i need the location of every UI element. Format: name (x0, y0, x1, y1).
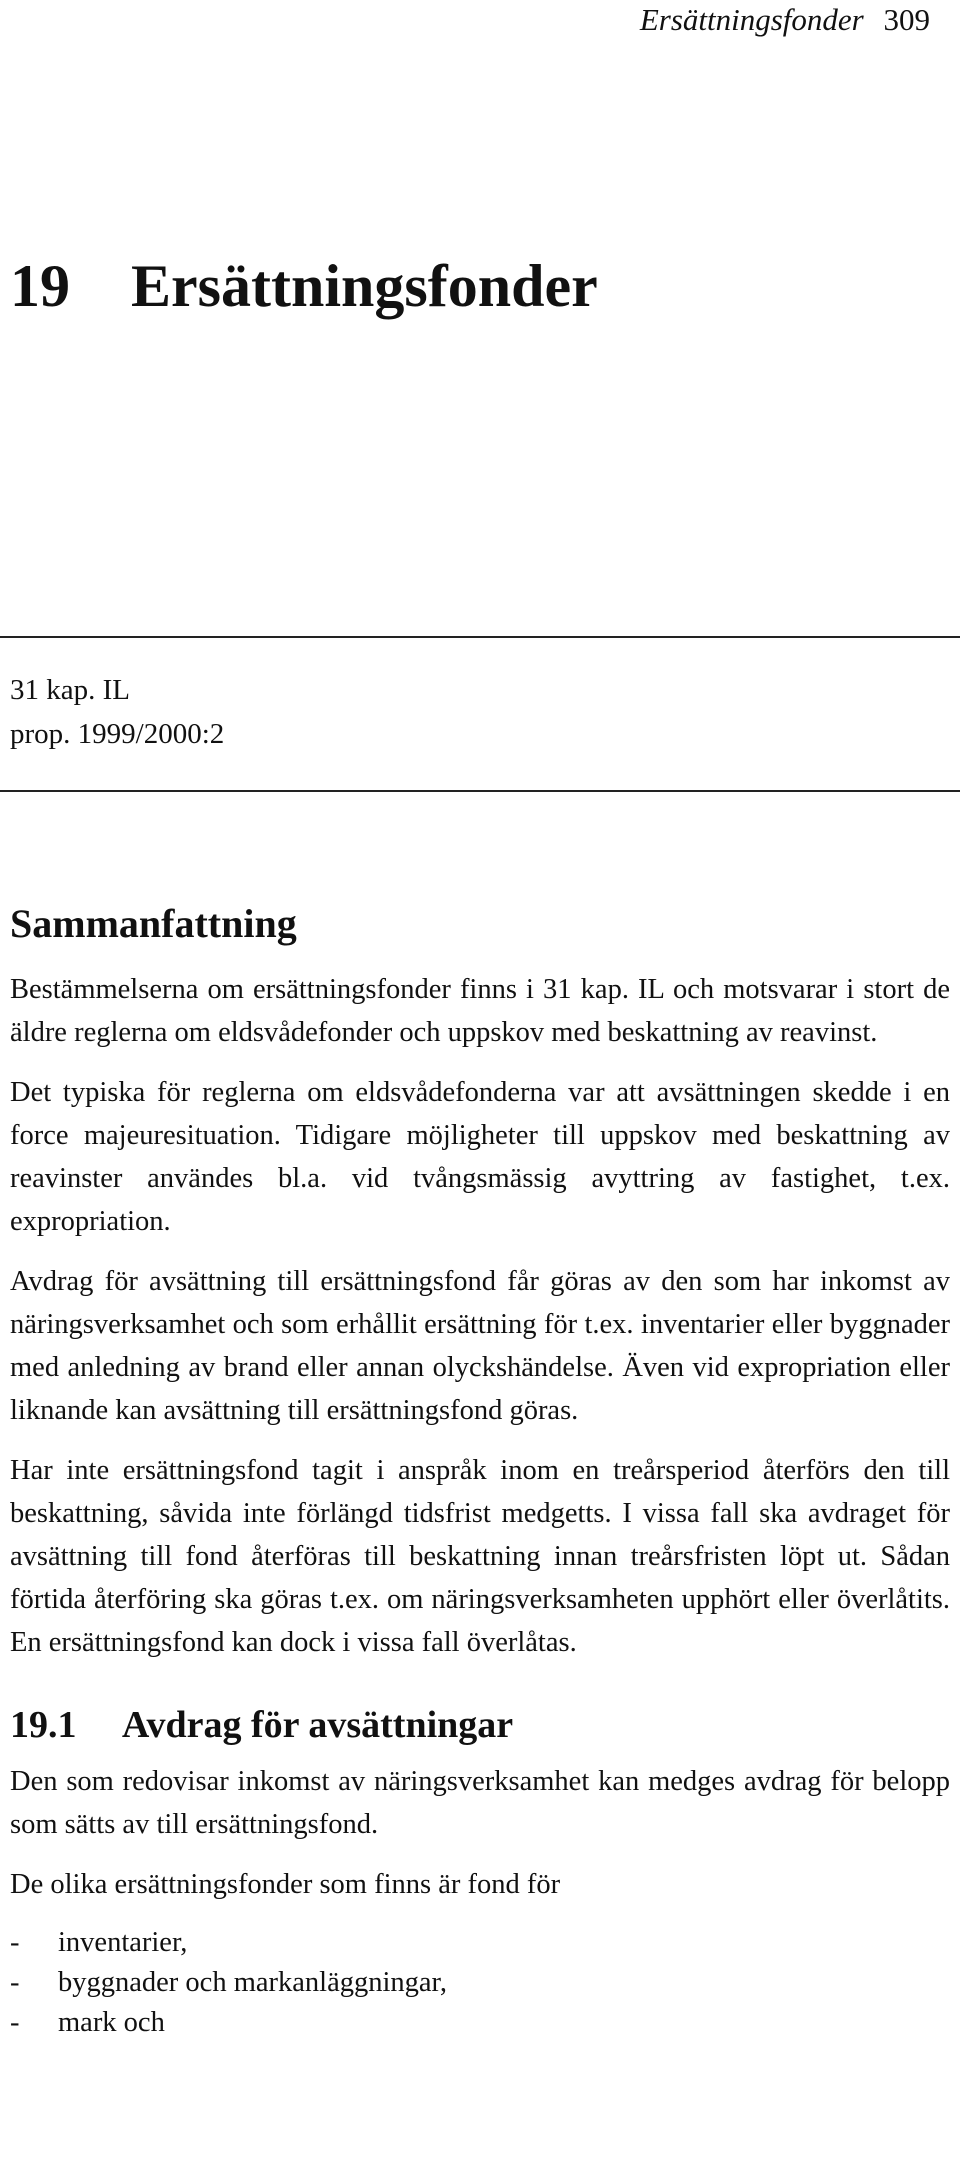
summary-heading: Sammanfattning (10, 901, 297, 946)
summary-paragraph: Har inte ersättningsfond tagit i anspråk inom en treårsperiod återförs den till beskattning, såvida inte förlängd tidsfrist medgetts. I vissa fall ska avdraget för avsättning till fond återföras till beskattning innan treårsfristen löpt ut. Sådan förtida återföring ska göras t.ex. om näringsverksamheten upphört eller överlåtits. En ersättningsfond kan dock i vissa fall överlåtas. (10, 1455, 950, 1658)
reference-proposition: prop. 1999/2000:2 (10, 718, 225, 750)
list-dash: - (10, 1966, 20, 1998)
top-rule (0, 636, 960, 638)
chapter-title (10, 253, 598, 319)
section-paragraph: Den som redovisar inkomst av näringsverksamhet kan medges avdrag för belopp som sätts av till ersättningsfond. (10, 1765, 950, 1840)
fund-type-list (10, 1923, 950, 2043)
summary-paragraph: Avdrag för avsättning till ersättningsfond får göras av den som har inkomst av näringsverksamhet och som erhållit ersättning för t.ex. inventarier eller byggnader med anledning av brand eller annan olyckshändelse. Även vid expropriation eller liknande kan avsättning till ersättningsfond göras. (10, 1266, 950, 1426)
chapter-title-text: Ersättningsfonder (131, 253, 598, 319)
list-dash: - (10, 2006, 20, 2038)
chapter-number: 19 (10, 253, 70, 319)
section-paragraph: De olika ersättningsfonder som finns är fond för (10, 1868, 561, 1900)
bottom-rule (0, 790, 960, 792)
list-item (10, 1963, 950, 2003)
reference-law: 31 kap. IL (10, 674, 130, 706)
list-item-text: inventarier, (58, 1926, 188, 1958)
list-dash: - (10, 1926, 20, 1958)
list-item (10, 1923, 950, 1963)
list-item (10, 2003, 950, 2043)
summary-paragraph: Bestämmelserna om ersättningsfonder finns i 31 kap. IL och motsvarar i stort de äldre reglerna om eldsvådefonder och uppskov med beskattning av reavinst. (10, 974, 950, 1048)
main-content (10, 902, 950, 2043)
page-number: 309 (883, 2, 930, 37)
list-item-text: mark och (58, 2006, 165, 2038)
summary-paragraph: Det typiska för reglerna om eldsvådefonderna var att avsättningen skedde i en force majeuresituation. Tidigare möjligheter till uppskov med beskattning av reavinster användes bl.a. vid tvångsmässig avyttring av fastighet, t.ex. expropriation. (10, 1077, 950, 1237)
running-title: Ersättningsfonder (639, 2, 864, 37)
reference-block (10, 668, 224, 756)
section-title: Avdrag för avsättningar (121, 1704, 514, 1746)
list-item-text: byggnader och markanläggningar, (58, 1966, 448, 1998)
section-number: 19.1 (10, 1704, 77, 1746)
section-heading (10, 1704, 950, 1748)
running-header (640, 2, 930, 38)
